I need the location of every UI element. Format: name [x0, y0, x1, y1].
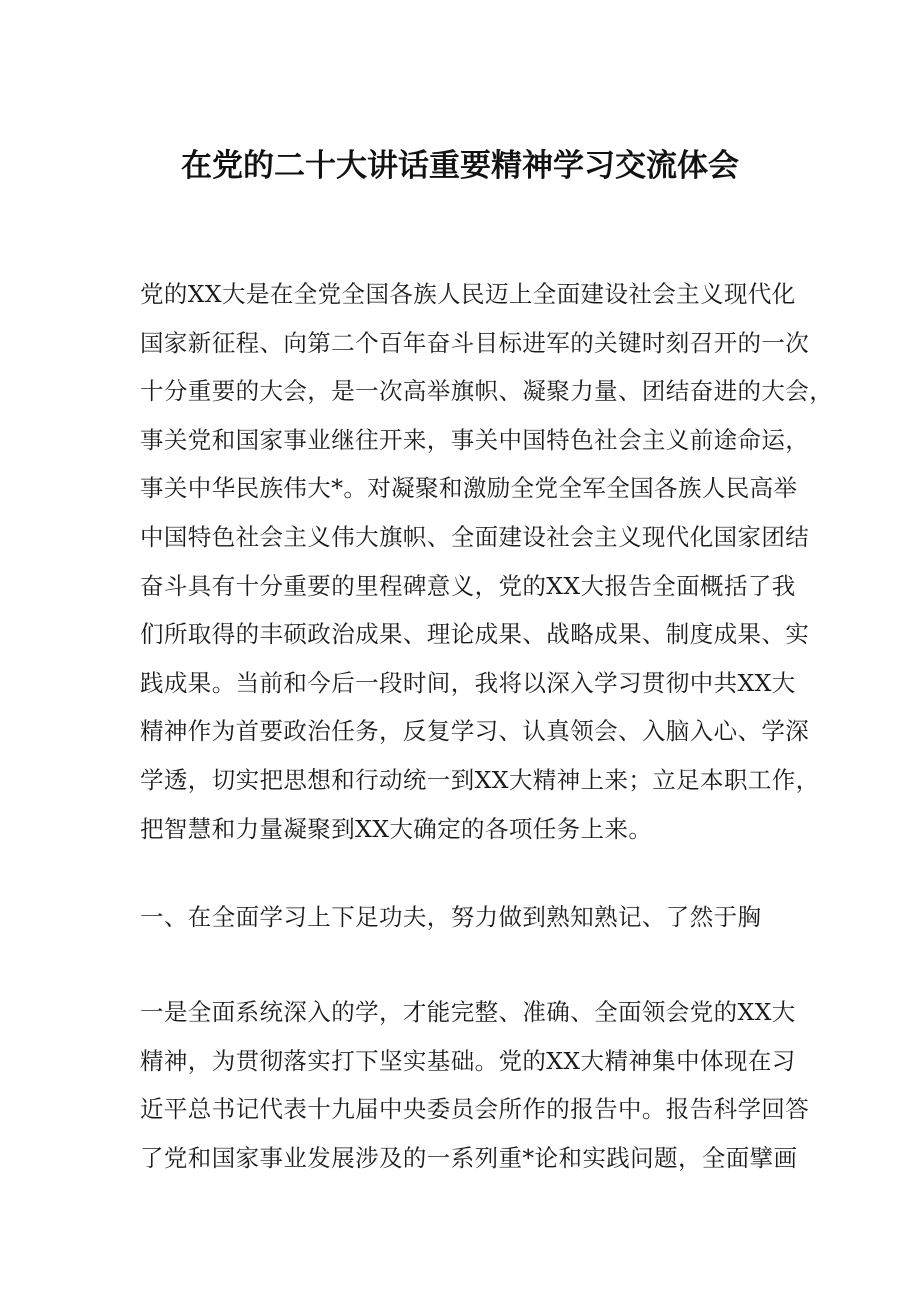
paragraph-line: 一是全面系统深入的学，才能完整、准确、全面领会党的XX大 — [140, 998, 796, 1026]
paragraph-line: 了党和国家事业发展涉及的一系列重*论和实践问题，全面擘画 — [140, 1143, 798, 1172]
paragraph-line: 近平总书记代表十九届中央委员会所作的报告中。报告科学回答 — [140, 1095, 810, 1124]
paragraph-line: 把智慧和力量凝聚到XX大确定的各项任务上来。 — [140, 814, 653, 843]
document-title: 在党的二十大讲话重要精神学习交流体会 — [181, 148, 739, 184]
paragraph-line: 十分重要的大会，是一次高举旗帜、凝聚力量、团结奋进的大会， — [140, 377, 834, 406]
paragraph-line: 奋斗具有十分重要的里程碑意义，党的XX大报告全面概括了我 — [140, 571, 796, 600]
paragraph-line: 精神，为贯彻落实打下坚实基础。党的XX大精神集中体现在习 — [140, 1046, 796, 1075]
paragraph-line: 国家新征程、向第二个百年奋斗目标进军的关键时刻召开的一次 — [140, 328, 810, 357]
paragraph-line: 事关中华民族伟大*。对凝聚和激励全党全军全国各族人民高举 — [140, 474, 798, 503]
section-heading: 一、在全面学习上下足功夫，努力做到熟知熟记、了然于胸 — [140, 903, 762, 931]
paragraph-line: 党的XX大是在全党全国各族人民迈上全面建设社会主义现代化 — [140, 280, 796, 308]
paragraph-line: 事关党和国家事业继往开来，事关中国特色社会主义前途命运， — [140, 425, 810, 454]
paragraph-line: 学透，切实把思想和行动统一到XX大精神上来；立足本职工作， — [140, 765, 820, 794]
paragraph-line: 中国特色社会主义伟大旗帜、全面建设社会主义现代化国家团结 — [140, 522, 810, 551]
paragraph-line: 践成果。当前和今后一段时间，我将以深入学习贯彻中共XX大 — [140, 668, 796, 697]
paragraph-line: 精神作为首要政治任务，反复学习、认真领会、入脑入心、学深 — [140, 717, 810, 746]
paragraph-intro — [140, 270, 834, 853]
paragraph-section1 — [140, 988, 810, 1182]
paragraph-line: 们所取得的丰硕政治成果、理论成果、战略成果、制度成果、实 — [140, 620, 810, 649]
